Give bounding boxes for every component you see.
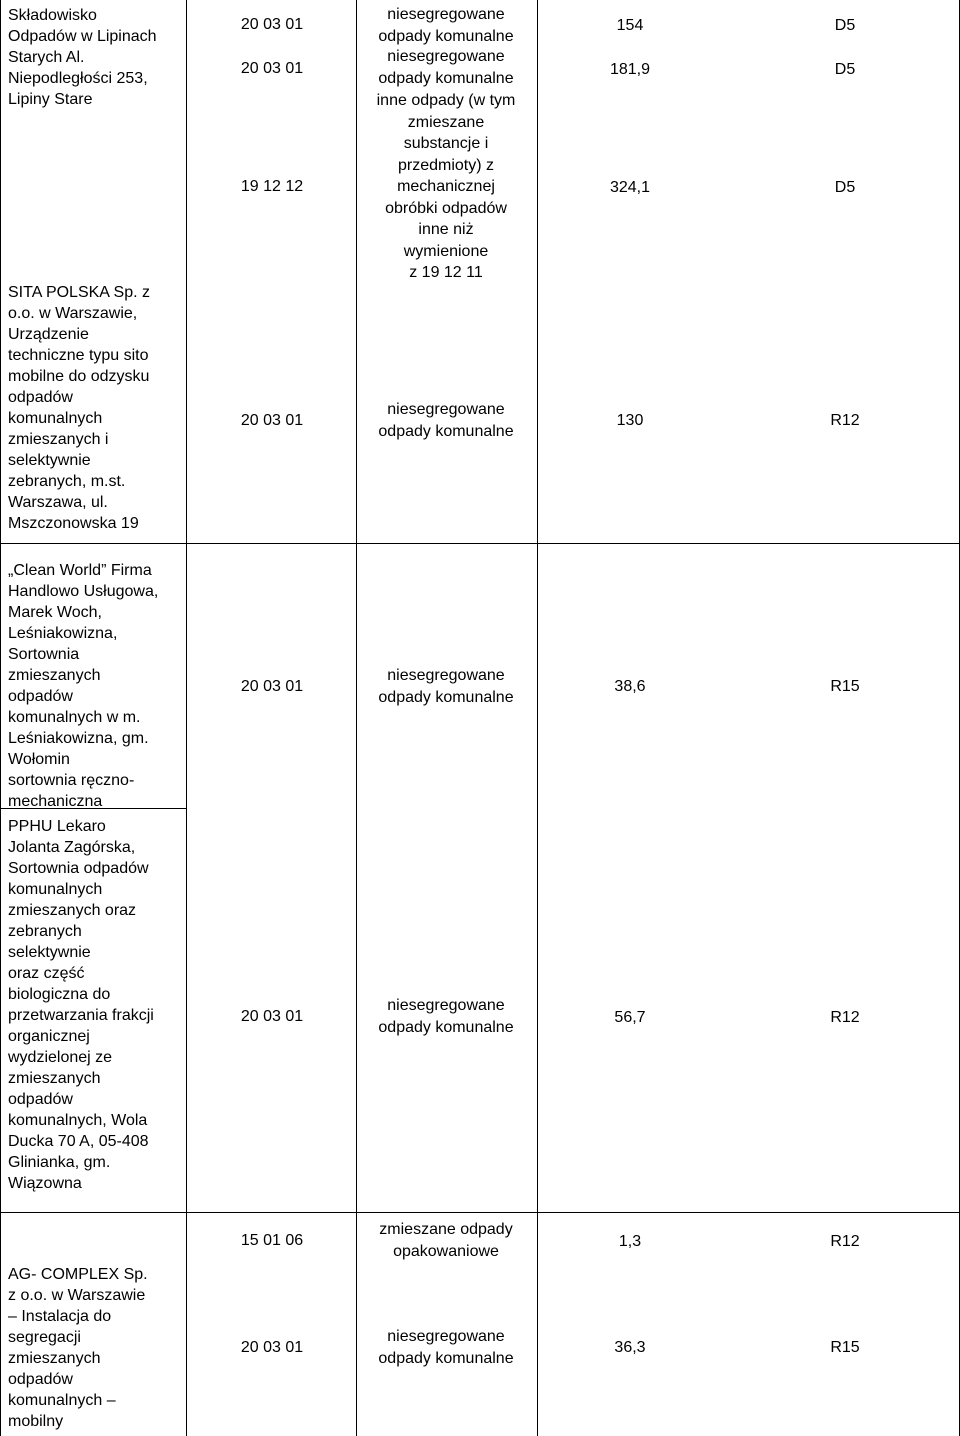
waste-name: niesegregowane odpady komunalne [378, 667, 514, 706]
process-code: R15 [830, 1339, 860, 1356]
waste-code: 20 03 01 [240, 1339, 304, 1356]
waste-code: 20 03 01 [240, 60, 304, 77]
column-divider-name [537, 0, 538, 1436]
facility-name: PPHU Lekaro Jolanta Zagórska, Sortownia odpadów komunalnych zmieszanych oraz zebranych selektywnie oraz część biologiczna do przetwarzania frakcji organicznej wydzielonej ze zmieszanych odpadów komunalnych, Wola Ducka 70 A, 05-408 Glinianka, gm. Wiązowna [8, 818, 154, 1192]
column-divider-facility [186, 0, 187, 1436]
waste-mass: 1,3 [618, 1233, 642, 1250]
process-code: D5 [834, 179, 856, 196]
waste-code: 20 03 01 [240, 678, 304, 695]
waste-mass: 36,3 [614, 1339, 646, 1356]
process-code: R15 [830, 678, 860, 695]
waste-code: 20 03 01 [240, 1008, 304, 1025]
process-code: R12 [830, 1233, 860, 1250]
facility-name: Składowisko Odpadów w Lipinach Starych Al. Niepodległości 253, Lipiny Stare [8, 7, 157, 108]
process-code: R12 [830, 1009, 860, 1026]
waste-code: 20 03 01 [240, 16, 304, 33]
row-divider [0, 1212, 960, 1213]
waste-mass: 38,6 [614, 678, 646, 695]
waste-name: niesegregowane odpady komunalne [378, 997, 514, 1036]
process-code: R12 [830, 412, 860, 429]
process-code: D5 [834, 61, 856, 78]
waste-name: niesegregowane odpady komunalne [378, 1328, 514, 1367]
waste-name: zmieszane odpady opakowaniowe [379, 1221, 513, 1260]
facility-name: SITA POLSKA Sp. z o.o. w Warszawie, Urządzenie techniczne typu sito mobilne do odzysku odpadów komunalnych zmieszanych i selektywnie zebranych, m.st. Warszawa, ul. Mszczonowska 19 [8, 284, 150, 532]
facility-name: „Clean World” Firma Handlowo Usługowa, Marek Woch, Leśniakowizna, Sortownia zmieszanych odpadów komunalnych w m. Leśniakowizna, gm. Wołomin sortownia ręczno- mechaniczna [8, 562, 159, 810]
waste-mass: 154 [616, 17, 644, 34]
facility-name: AG- COMPLEX Sp. z o.o. w Warszawie – Instalacja do segregacji zmieszanych odpadów komunalnych – mobilny [8, 1266, 148, 1430]
waste-code: 20 03 01 [240, 412, 304, 429]
waste-mass: 130 [616, 412, 644, 429]
process-code: D5 [834, 17, 856, 34]
waste-name: niesegregowane odpady komunalne [378, 48, 514, 87]
row-divider [0, 543, 960, 544]
waste-name: inne odpady (w tym zmieszane substancje i przedmioty) z mechanicznej obróbki odpadów inne niż wymienione z 19 12 11 [376, 92, 516, 281]
waste-code: 15 01 06 [240, 1232, 304, 1249]
waste-code: 19 12 12 [240, 178, 304, 195]
column-divider-code [356, 0, 357, 1436]
waste-mass: 324,1 [609, 179, 651, 196]
waste-mass: 181,9 [609, 61, 651, 78]
waste-name: niesegregowane odpady komunalne [378, 6, 514, 45]
waste-mass: 56,7 [614, 1009, 646, 1026]
waste-name: niesegregowane odpady komunalne [378, 401, 514, 440]
table-border-left [0, 0, 1, 1436]
